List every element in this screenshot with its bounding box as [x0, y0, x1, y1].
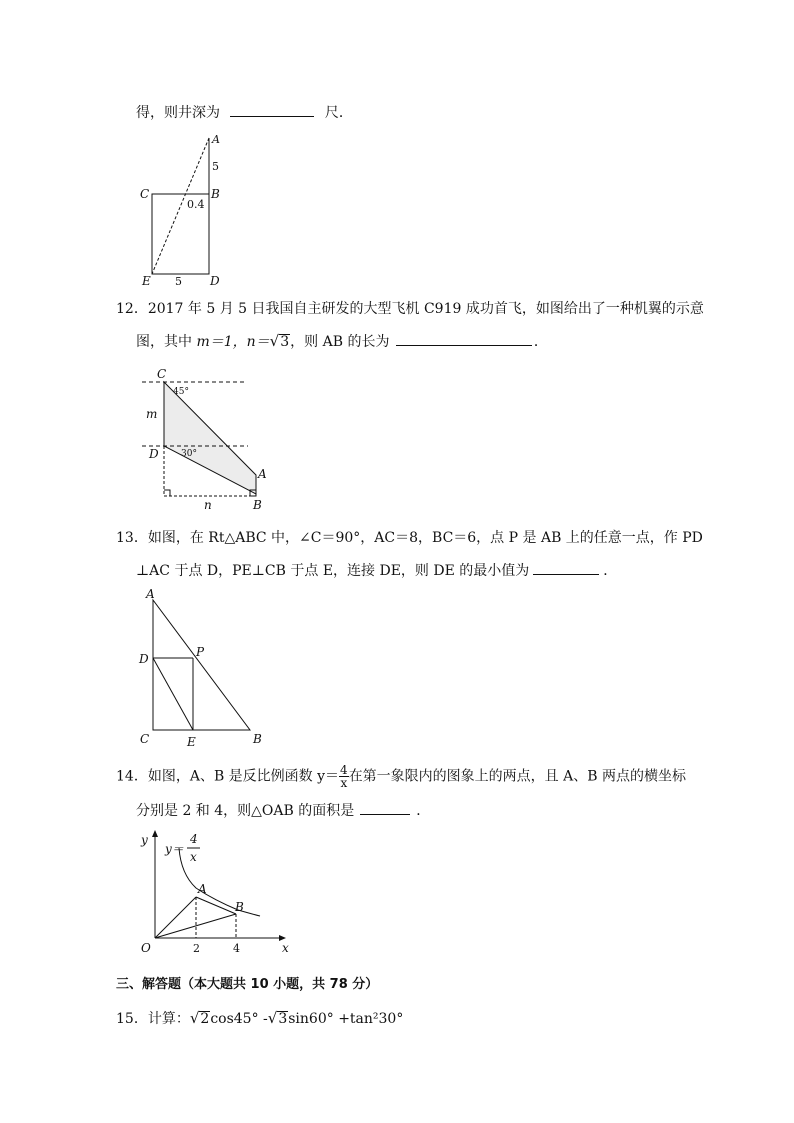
q11-label-d: D	[210, 274, 220, 288]
q13-label-a: A	[146, 587, 155, 601]
q13-label-d: D	[139, 652, 149, 666]
q12-angle-30: 30°	[181, 449, 197, 459]
q12-line1	[116, 299, 704, 319]
q12-label-n: n	[204, 498, 212, 512]
q15-line: 15．计算：√2cos45° -√3sin60° +tan²30°	[116, 1009, 404, 1027]
q14-label-y: y	[141, 833, 148, 847]
q15-number: 15．	[116, 1011, 148, 1027]
section-3-heading: 三、解答题（本大题共 10 小题，共 78 分）	[116, 977, 379, 992]
q14-func-den: x	[190, 850, 197, 864]
q12-m-eq: m＝1，	[196, 334, 247, 350]
q14-label-b: B	[235, 900, 244, 914]
q11-label-5-ed: 5	[175, 275, 182, 288]
q14-line2	[136, 800, 430, 821]
q14-label-o: O	[141, 941, 151, 955]
q11-label-e: E	[142, 274, 151, 288]
q14-func-y: y＝	[165, 842, 184, 856]
q12-answer-blank[interactable]	[396, 331, 532, 346]
q12-label-b: B	[253, 498, 262, 512]
q11-label-04: 0.4	[187, 198, 205, 211]
q14-text-line1a: 如图，A、B 是反比例函数 y＝	[147, 768, 340, 785]
q14-line2-end: ．	[416, 803, 431, 819]
q14-label-a: A	[198, 882, 207, 896]
q12-n-eq: n＝	[246, 334, 270, 350]
q15-part1: cos45° -	[210, 1011, 268, 1027]
q13-text-line2: ⊥AC 于点 D，PE⊥CB 于点 E，连接 DE，则 DE 的最小值为	[136, 563, 530, 579]
q12-angle-45: 45°	[173, 387, 189, 397]
q11-answer-blank[interactable]	[230, 102, 314, 117]
q13-text-line1: 如图，在 Rt△ABC 中，∠C＝90°，AC＝8，BC＝6，点 P 是 AB 上的任意一点，作 PD	[147, 530, 703, 546]
q14-text-line1b: 在第一象限内的图象上的两点，且 A、B 两点的横坐标	[348, 768, 686, 785]
q13-label-b: B	[253, 732, 262, 746]
q12-text-line1: 2017 年 5 月 5 日我国自主研发的大型飞机 C919 成功首飞，如图给出了一种机翼的示意	[147, 301, 704, 317]
q13-answer-blank[interactable]	[533, 560, 599, 575]
q13-line2-end: ．	[603, 563, 618, 579]
q13-label-c: C	[140, 732, 150, 746]
q14-figure	[136, 826, 301, 961]
q15-sqrt3: 3	[278, 1011, 288, 1027]
q11-label-a: A	[212, 133, 220, 146]
q12-number: 12．	[116, 301, 148, 317]
q13-line2	[136, 560, 617, 581]
q14-tick-2: 2	[193, 942, 200, 955]
q11-text-after: 尺．	[324, 105, 353, 121]
q13-figure	[136, 586, 271, 751]
q15-prefix: 计算：	[147, 1011, 190, 1027]
q11-label-c: C	[140, 187, 150, 201]
q12-text-line2b: ，则 AB 的长为	[290, 334, 390, 350]
q13-line-de	[153, 658, 193, 730]
q12-sqrt3: 3	[280, 334, 290, 350]
q14-tick-4: 4	[233, 942, 240, 955]
q12-label-d: D	[149, 447, 159, 461]
q13-label-p: P	[196, 645, 205, 659]
q14-number: 14．	[116, 768, 148, 785]
q15-sqrt2: 2	[200, 1011, 210, 1027]
q15-part2: sin60° +tan²30°	[288, 1011, 404, 1027]
q12-line2: 图，其中 m＝1，n＝√3，则 AB 的长为 ．	[136, 332, 548, 350]
q13-number: 13．	[116, 530, 148, 546]
q12-label-m: m	[146, 407, 158, 421]
q12-text-line2a: 图，其中	[136, 334, 197, 350]
q14-line1	[116, 764, 686, 789]
q14-func-num: 4	[190, 832, 198, 846]
q14-label-x: x	[282, 941, 289, 955]
q14-frac-num: 4	[340, 763, 348, 777]
q11-tail-line	[136, 102, 353, 123]
q11-text-before: 得，则井深为	[136, 105, 220, 121]
q14-fraction	[339, 764, 349, 789]
q14-answer-blank[interactable]	[360, 800, 410, 815]
q13-line1	[116, 528, 703, 548]
q11-figure	[130, 128, 240, 293]
q12-label-c: C	[157, 367, 167, 381]
q11-label-5-ab: 5	[212, 160, 219, 173]
q14-y-arrow	[152, 830, 158, 837]
q13-label-e: E	[187, 735, 196, 749]
q13-triangle-abc	[153, 600, 250, 730]
q12-line2-end: ．	[533, 334, 548, 350]
q14-text-line2: 分别是 2 和 4，则△OAB 的面积是	[136, 803, 355, 819]
q12-wing-shape	[164, 382, 256, 494]
q12-figure	[138, 366, 273, 516]
q12-label-a: A	[258, 467, 267, 481]
q11-label-b: B	[211, 187, 220, 201]
q14-frac-den: x	[340, 776, 348, 790]
q12-right-angle-d	[164, 490, 170, 496]
